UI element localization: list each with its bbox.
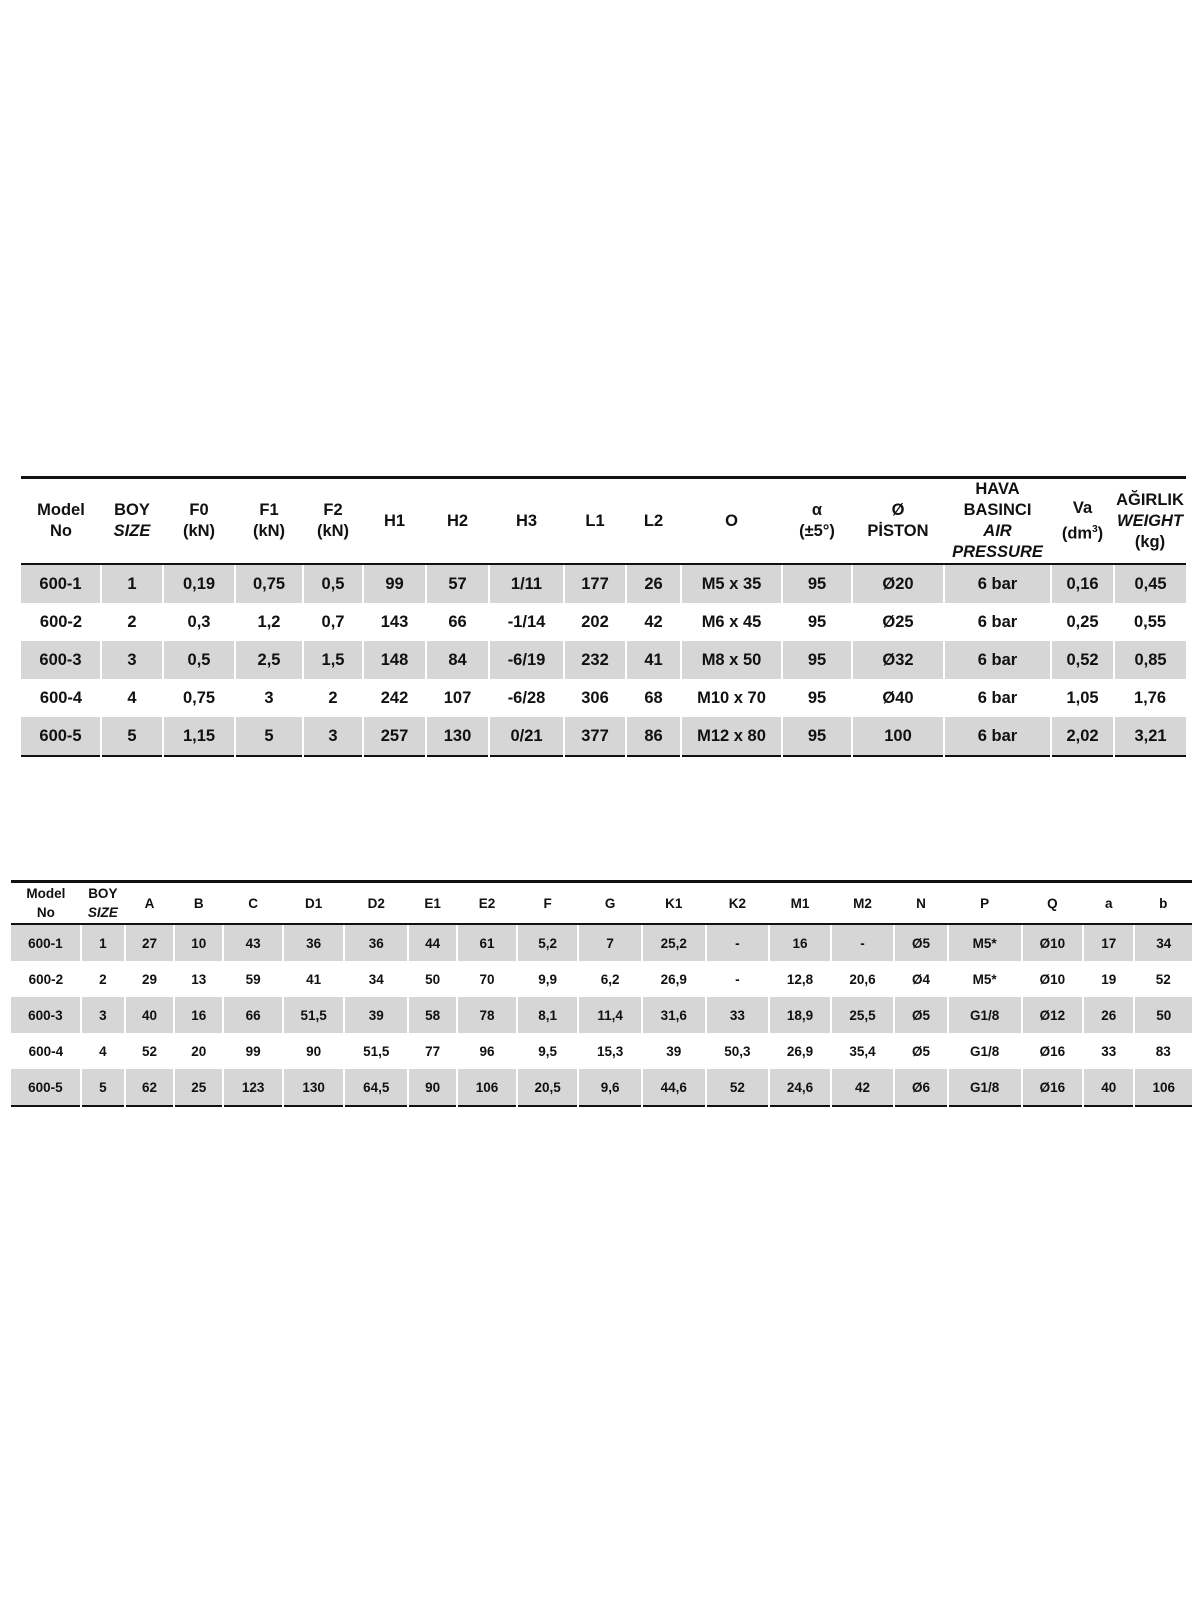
table-cell: 107: [443, 688, 472, 707]
table-cell: 0,75: [182, 688, 216, 707]
header-piston: Ø PİSTON: [852, 478, 944, 565]
table-cell: 51,5: [363, 1043, 390, 1059]
table-row: [21, 564, 1186, 603]
table-cell: 99: [245, 1043, 261, 1059]
table-cell: Ø16: [1039, 1043, 1066, 1059]
table-cell: 3: [101, 641, 163, 679]
table-cell: 5,2: [517, 924, 579, 961]
column-header: K1: [642, 882, 706, 925]
table-cell: 8,1: [517, 997, 579, 1033]
table-cell: 52: [1155, 971, 1171, 987]
table-cell: M10 x 70: [697, 688, 766, 707]
table-cell: M6 x 45: [701, 612, 762, 631]
table-cell: M8 x 50: [681, 641, 782, 679]
table-cell: 2: [99, 971, 107, 987]
table-row: [11, 961, 1192, 997]
table-cell: 20,5: [517, 1069, 579, 1106]
table-cell: 36: [283, 924, 345, 961]
table-1-body: [21, 564, 1186, 756]
table-2-body: [11, 924, 1192, 1106]
table-cell: 51,5: [283, 997, 345, 1033]
column-header: K2: [706, 882, 770, 925]
table-cell: 2,02: [1051, 717, 1114, 756]
table-cell: Ø16: [1022, 1069, 1084, 1106]
table-cell: Ø10: [1039, 971, 1066, 987]
dimensions-table-1: [21, 476, 1186, 757]
column-header: A: [125, 882, 174, 925]
table-cell: 25,5: [831, 997, 895, 1033]
table-cell: 25,2: [642, 924, 706, 961]
table-cell: 6 bar: [944, 564, 1051, 603]
table-cell: 96: [479, 1043, 495, 1059]
table-cell: 1/11: [489, 564, 564, 603]
table-cell: 34: [368, 971, 384, 987]
table-cell: 0,5: [303, 564, 363, 603]
table-cell: 26,9: [786, 1043, 814, 1059]
header-weight: AĞIRLIK WEIGHT (kg): [1114, 478, 1186, 565]
table-cell: 70: [479, 971, 495, 987]
table-cell: 0,19: [163, 564, 235, 603]
table-cell: 6 bar: [944, 717, 1051, 756]
table-cell: G1/8: [948, 997, 1022, 1033]
table-cell: Ø12: [1022, 997, 1084, 1033]
table-cell: 306: [581, 688, 609, 707]
table-cell: 600-5: [11, 1069, 81, 1106]
dimensions-table-2: [11, 880, 1192, 1107]
column-header: Q: [1022, 882, 1084, 925]
table-cell: 0,75: [235, 564, 303, 603]
table-cell: 5: [101, 717, 163, 756]
table-cell: 130: [283, 1069, 345, 1106]
table-cell: 43: [223, 924, 283, 961]
table-cell: 0,7: [321, 612, 345, 631]
table-cell: 177: [564, 564, 626, 603]
table-cell: 3: [81, 997, 125, 1033]
table-cell: 143: [380, 612, 409, 631]
header-air-pressure: HAVA BASINCI AIR PRESSURE: [944, 478, 1051, 565]
table-cell: 26: [626, 564, 681, 603]
table-cell: 4: [127, 688, 137, 707]
table-cell: Ø32: [852, 641, 944, 679]
table-cell: 232: [564, 641, 626, 679]
header-model-no: Model No: [21, 478, 101, 565]
table-cell: 0,3: [187, 612, 211, 631]
table-cell: M12 x 80: [681, 717, 782, 756]
table-cell: 59: [245, 971, 261, 987]
header-boy-size: BOY SIZE: [101, 478, 163, 565]
table-cell: 0,16: [1051, 564, 1114, 603]
table-cell: 6 bar: [944, 641, 1051, 679]
column-header: a: [1083, 882, 1134, 925]
table-cell: 77: [425, 1043, 441, 1059]
table-cell: 44,6: [642, 1069, 706, 1106]
header-h1: H1: [363, 478, 426, 565]
table-cell: 58: [408, 997, 457, 1033]
table-cell: 11,4: [578, 997, 642, 1033]
table-row: [21, 717, 1186, 756]
table-cell: 17: [1083, 924, 1134, 961]
table-cell: 600-1: [11, 924, 81, 961]
table-cell: 50,3: [724, 1043, 751, 1059]
column-header: G: [578, 882, 642, 925]
table-cell: 62: [125, 1069, 174, 1106]
table-cell: 26: [1083, 997, 1134, 1033]
table-cell: 0,85: [1114, 641, 1186, 679]
table-cell: 600-1: [21, 564, 101, 603]
table-cell: 600-2: [39, 612, 83, 631]
header-f0: F0 (kN): [163, 478, 235, 565]
table-cell: 68: [644, 688, 663, 707]
table-cell: 16: [174, 997, 223, 1033]
table-cell: -: [706, 924, 770, 961]
table-cell: 42: [831, 1069, 895, 1106]
table-cell: 34: [1134, 924, 1192, 961]
table-cell: 1,05: [1066, 688, 1099, 707]
table-cell: 64,5: [344, 1069, 408, 1106]
table-cell: 35,4: [849, 1043, 876, 1059]
table-cell: G1/8: [948, 1069, 1022, 1106]
table-row: [11, 924, 1192, 961]
table-cell: 100: [852, 717, 944, 756]
header-model-no: Model No: [11, 882, 81, 925]
table-cell: 95: [807, 612, 827, 631]
table-cell: 12,8: [786, 971, 814, 987]
table-cell: 1: [101, 564, 163, 603]
table-cell: 95: [782, 717, 852, 756]
table-cell: 33: [706, 997, 770, 1033]
table-cell: 86: [626, 717, 681, 756]
table-cell: 19: [1101, 971, 1117, 987]
table-cell: 90: [408, 1069, 457, 1106]
table-cell: 600-4: [28, 1043, 64, 1059]
table-cell: 600-3: [11, 997, 81, 1033]
table-cell: 0/21: [489, 717, 564, 756]
table-cell: 9,9: [538, 971, 557, 987]
table-row: [21, 679, 1186, 717]
table-cell: 66: [223, 997, 283, 1033]
table-cell: 40: [1083, 1069, 1134, 1106]
table-1-header-row: [21, 478, 1186, 565]
column-header: E2: [457, 882, 517, 925]
table-cell: 95: [782, 641, 852, 679]
table-cell: 50: [425, 971, 441, 987]
table-cell: Ø4: [912, 971, 931, 987]
table-cell: 26,9: [660, 971, 687, 987]
table-cell: 18,9: [769, 997, 831, 1033]
table-cell: 52: [141, 1043, 158, 1059]
table-cell: 42: [644, 612, 663, 631]
table-cell: 4: [99, 1043, 107, 1059]
table-cell: 15,3: [597, 1043, 624, 1059]
column-header: M2: [831, 882, 895, 925]
column-header: B: [174, 882, 223, 925]
header-l2: L2: [626, 478, 681, 565]
table-cell: 16: [769, 924, 831, 961]
table-cell: 106: [457, 1069, 517, 1106]
table-cell: Ø10: [1022, 924, 1084, 961]
header-boy-size: BOY SIZE: [81, 882, 125, 925]
table-cell: Ø6: [894, 1069, 947, 1106]
table-cell: 52: [706, 1069, 770, 1106]
table-cell: Ø5: [894, 924, 947, 961]
table-cell: 0,52: [1051, 641, 1114, 679]
table-cell: 95: [782, 564, 852, 603]
table-cell: 1,76: [1133, 688, 1167, 707]
table-cell: 2,5: [235, 641, 303, 679]
header-va: Va $(dm^3)$: [1051, 478, 1114, 565]
table-cell: 9,5: [538, 1043, 557, 1059]
table-cell: 90: [306, 1043, 322, 1059]
table-cell: 2: [328, 688, 338, 707]
header-h3: H3: [489, 478, 564, 565]
table-cell: 600-4: [39, 688, 83, 707]
table-cell: 5: [235, 717, 303, 756]
column-header: P: [948, 882, 1022, 925]
table-cell: 24,6: [769, 1069, 831, 1106]
table-row: [11, 997, 1192, 1033]
table-cell: 99: [363, 564, 426, 603]
table-cell: Ø20: [852, 564, 944, 603]
table-cell: 3: [303, 717, 363, 756]
table-cell: 36: [344, 924, 408, 961]
column-header: F: [517, 882, 579, 925]
header-l1: L1: [564, 478, 626, 565]
table-cell: M5*: [972, 971, 997, 987]
table-cell: 0,5: [163, 641, 235, 679]
table-cell: 1,5: [303, 641, 363, 679]
table-cell: M5*: [948, 924, 1022, 961]
table-cell: 40: [125, 997, 174, 1033]
table-cell: 600-3: [21, 641, 101, 679]
table-cell: 31,6: [642, 997, 706, 1033]
table-cell: 0,45: [1114, 564, 1186, 603]
table-cell: 41: [626, 641, 681, 679]
table-cell: Ø25: [882, 612, 914, 631]
table-cell: Ø40: [882, 688, 914, 707]
table-2-header-row: [11, 882, 1192, 925]
table-cell: 130: [426, 717, 489, 756]
column-header: M1: [769, 882, 831, 925]
column-header: N: [894, 882, 947, 925]
table-cell: 242: [380, 688, 409, 707]
table-cell: 33: [1101, 1043, 1117, 1059]
column-header: C: [223, 882, 283, 925]
table-cell: 20: [191, 1043, 207, 1059]
table-cell: 13: [191, 971, 207, 987]
table-cell: Ø5: [894, 997, 947, 1033]
table-cell: 106: [1134, 1069, 1192, 1106]
table-cell: 377: [564, 717, 626, 756]
table-row: [11, 1069, 1192, 1106]
table-cell: 3,21: [1114, 717, 1186, 756]
table-cell: 1,2: [257, 612, 281, 631]
header-h2: H2: [426, 478, 489, 565]
table-cell: 20,6: [849, 971, 876, 987]
table-cell: 257: [363, 717, 426, 756]
table-cell: 61: [457, 924, 517, 961]
header-o: O: [681, 478, 782, 565]
table-cell: 10: [174, 924, 223, 961]
table-cell: 44: [408, 924, 457, 961]
table-cell: 6,2: [600, 971, 620, 987]
table-cell: 202: [581, 612, 609, 631]
table-cell: -6/19: [489, 641, 564, 679]
table-cell: 50: [1134, 997, 1192, 1033]
table-cell: 6 bar: [977, 688, 1018, 707]
table-cell: Ø5: [912, 1043, 931, 1059]
table-cell: 0,25: [1066, 612, 1099, 631]
table-cell: 57: [426, 564, 489, 603]
table-cell: 1: [81, 924, 125, 961]
table-cell: -6/28: [507, 688, 546, 707]
table-cell: 5: [81, 1069, 125, 1106]
table-cell: 600-2: [28, 971, 64, 987]
column-header: D2: [344, 882, 408, 925]
table-cell: 6 bar: [977, 612, 1018, 631]
table-cell: 66: [448, 612, 467, 631]
table-cell: 25: [174, 1069, 223, 1106]
table-cell: 39: [344, 997, 408, 1033]
table-cell: 95: [807, 688, 827, 707]
table-cell: 29: [141, 971, 158, 987]
table-cell: 2: [127, 612, 137, 631]
header-alpha: α (±5°): [782, 478, 852, 565]
table-cell: 9,6: [578, 1069, 642, 1106]
table-cell: 39: [666, 1043, 682, 1059]
table-cell: -: [735, 971, 740, 987]
table-cell: 83: [1155, 1043, 1171, 1059]
column-header: D1: [283, 882, 345, 925]
table-cell: -1/14: [507, 612, 546, 631]
table-cell: 78: [457, 997, 517, 1033]
table-cell: 1,15: [163, 717, 235, 756]
table-cell: 27: [125, 924, 174, 961]
table-cell: -: [831, 924, 895, 961]
table-cell: 600-5: [21, 717, 101, 756]
column-header: E1: [408, 882, 457, 925]
table-cell: 0,55: [1133, 612, 1167, 631]
table-cell: M5 x 35: [681, 564, 782, 603]
column-header: b: [1134, 882, 1192, 925]
header-f1: F1 (kN): [235, 478, 303, 565]
header-f2: F2 (kN): [303, 478, 363, 565]
table-row: [11, 1033, 1192, 1069]
table-row: [21, 603, 1186, 641]
table-cell: 123: [223, 1069, 283, 1106]
table-cell: 41: [306, 971, 322, 987]
table-cell: 3: [264, 688, 274, 707]
table-cell: 84: [426, 641, 489, 679]
table-cell: 7: [578, 924, 642, 961]
table-cell: 148: [363, 641, 426, 679]
table-cell: G1/8: [970, 1043, 1000, 1059]
table-row: [21, 641, 1186, 679]
